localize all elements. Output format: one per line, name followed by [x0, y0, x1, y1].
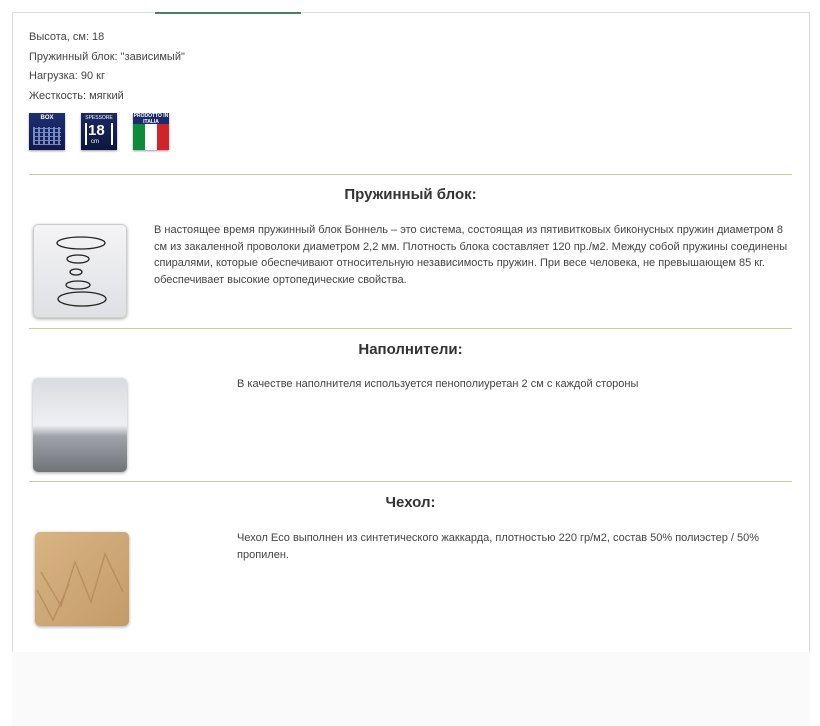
- spec-height: Высота, см: 18: [29, 31, 105, 43]
- box-spring-badge-icon: BOX: [29, 113, 65, 150]
- section-text-fillers: В качестве наполнителя используется пенополиуретан 2 см с каждой стороны: [237, 378, 639, 390]
- section-title-spring-block: Пружинный блок:: [344, 186, 477, 203]
- spec-spring-block: Пружинный блок: "зависимый": [29, 50, 185, 63]
- section-text-cover: Чехол Eco выполнен из синтетического жаккарда, плотностью 220 гр/м2, состав 50% полиэстер / 50% пропилен.: [237, 532, 760, 561]
- spec-load: Нагрузка: 90 кг: [29, 70, 106, 82]
- section-text-spring-block: В настоящее время пружинный блок Боннель – это система, состоящая из пятивитковых биконусных пружин диаметром 8 см из закаленной проволоки диаметром 2,2 мм. Плотность блока составляет 120 пр./м2. Между собой пружины соединены спиралями, которые обеспечивают относительную независимость пружин. При весе человека, не превышающем 85 кг. обеспечивает высокие ортопедические свойства.: [154, 224, 788, 286]
- made-in-italy-badge-icon: PRODOTTO IN ITALIA: [133, 113, 169, 150]
- section-title-fillers: Наполнители:: [358, 341, 463, 358]
- page-bottom-area: [12, 652, 810, 726]
- section-title-cover: Чехол:: [385, 494, 436, 511]
- spring-image: [33, 224, 127, 318]
- section-divider: [29, 328, 792, 329]
- thickness-badge-icon: SPESSORE 18 cm: [81, 113, 117, 150]
- active-tab-indicator: [155, 12, 301, 14]
- feature-badges: [29, 113, 169, 150]
- spec-firmness: Жесткость: мягкий: [29, 89, 124, 102]
- spec-list: [29, 28, 185, 106]
- section-divider: [29, 174, 792, 175]
- foam-image: [33, 378, 127, 472]
- fabric-image: [35, 532, 129, 626]
- section-divider: [29, 481, 792, 482]
